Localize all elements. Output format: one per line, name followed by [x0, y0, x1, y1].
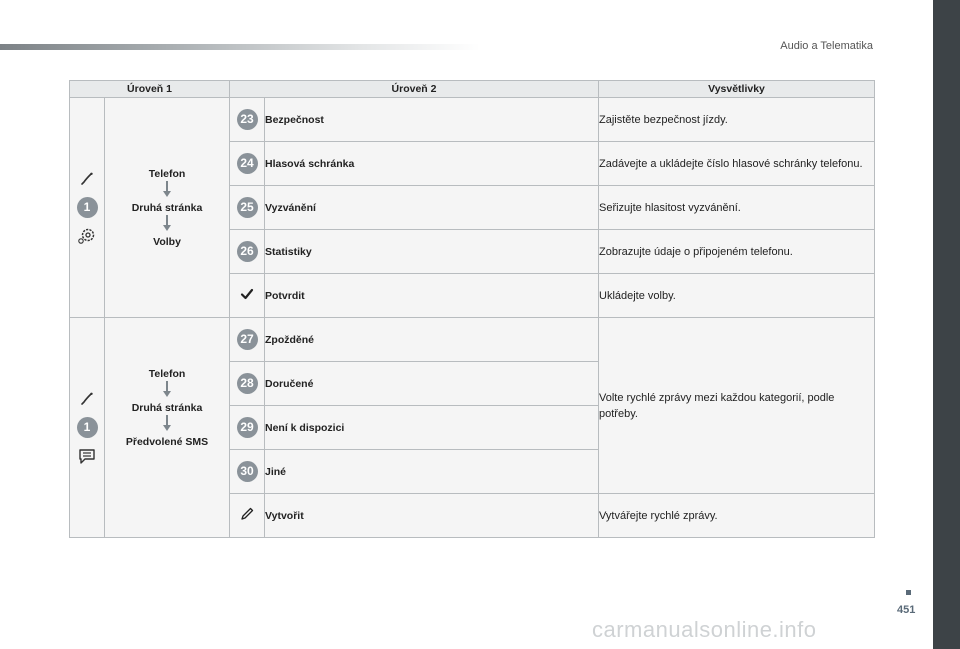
level2-label: Zpožděné	[265, 318, 599, 362]
path-item: Druhá stránka	[131, 401, 203, 414]
level2-label: Potvrdit	[265, 274, 599, 318]
watermark: carmanualsonline.info	[592, 617, 817, 642]
level2-label: Vyzvánění	[265, 186, 599, 230]
gear-icon	[76, 226, 98, 246]
badge-cell	[230, 98, 265, 142]
phone-icon	[76, 169, 98, 189]
item-badge: 24	[237, 153, 258, 174]
header-rule	[0, 44, 480, 50]
col-header-level2: Úroveň 2	[230, 81, 599, 98]
level2-label: Není k dispozici	[265, 406, 599, 450]
level1-path	[105, 318, 230, 538]
path-item: Volby	[153, 235, 181, 248]
menu-table	[69, 80, 875, 538]
path-item: Telefon	[148, 167, 186, 180]
description: Seřizujte hlasitost vyzvánění.	[599, 186, 875, 230]
level2-label: Hlasová schránka	[265, 142, 599, 186]
level1-cell	[70, 98, 105, 318]
level2-label: Statistiky	[265, 230, 599, 274]
item-badge: 27	[237, 329, 258, 350]
badge-cell	[230, 450, 265, 494]
level1-path	[105, 98, 230, 318]
level1-badge: 1	[77, 417, 98, 438]
item-badge: 30	[237, 461, 258, 482]
description: Ukládejte volby.	[599, 274, 875, 318]
item-badge: 23	[237, 109, 258, 130]
path-item: Druhá stránka	[131, 201, 203, 214]
icon-cell	[230, 494, 265, 538]
item-badge: 29	[237, 417, 258, 438]
item-badge: 25	[237, 197, 258, 218]
description: Vytvářejte rychlé zprávy.	[599, 494, 875, 538]
badge-cell	[230, 142, 265, 186]
item-badge: 28	[237, 373, 258, 394]
description: Volte rychlé zprávy mezi každou kategorií, podle potřeby.	[599, 318, 875, 494]
arrow-down-icon	[162, 381, 172, 398]
level2-label: Doručené	[265, 362, 599, 406]
level1-badge: 1	[77, 197, 98, 218]
table-row	[70, 318, 875, 362]
level2-label: Bezpečnost	[265, 98, 599, 142]
badge-cell	[230, 186, 265, 230]
message-icon	[76, 446, 98, 466]
badge-cell	[230, 362, 265, 406]
right-sidebar	[933, 0, 960, 649]
page-number: 451	[897, 604, 916, 616]
level1-cell	[70, 318, 105, 538]
description: Zobrazujte údaje o připojeném telefonu.	[599, 230, 875, 274]
page-marker	[906, 590, 911, 595]
badge-cell	[230, 406, 265, 450]
badge-cell	[230, 230, 265, 274]
col-header-level1: Úroveň 1	[70, 81, 230, 98]
level2-label: Jiné	[265, 450, 599, 494]
description: Zadávejte a ukládejte číslo hlasové schránky telefonu.	[599, 142, 875, 186]
description: Zajistěte bezpečnost jízdy.	[599, 98, 875, 142]
level2-label: Vytvořit	[265, 494, 599, 538]
arrow-down-icon	[162, 181, 172, 198]
arrow-down-icon	[162, 415, 172, 432]
arrow-down-icon	[162, 215, 172, 232]
pencil-icon	[239, 506, 255, 522]
path-item: Předvolené SMS	[125, 435, 209, 448]
icon-cell	[230, 274, 265, 318]
item-badge: 26	[237, 241, 258, 262]
check-icon	[240, 287, 254, 301]
badge-cell	[230, 318, 265, 362]
phone-icon	[76, 389, 98, 409]
section-title: Audio a Telematika	[780, 40, 873, 52]
path-item: Telefon	[148, 367, 186, 380]
col-header-desc: Vysvětlivky	[599, 81, 875, 98]
table-row	[70, 98, 875, 142]
